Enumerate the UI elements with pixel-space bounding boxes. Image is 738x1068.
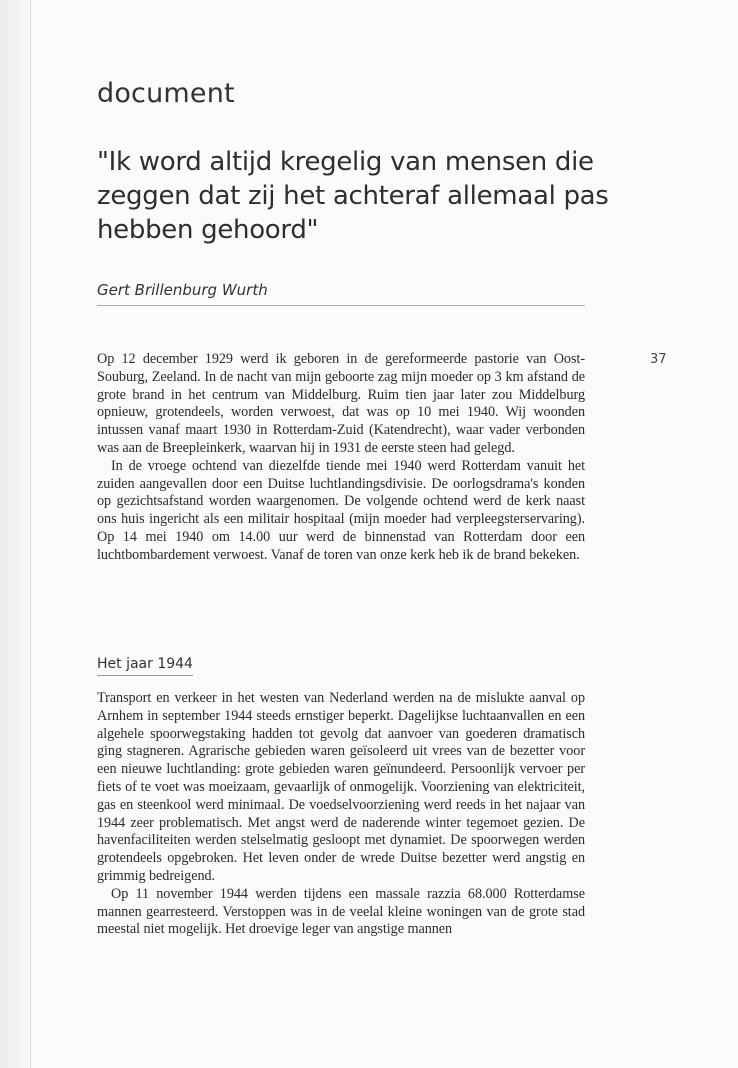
intro-section [97, 351, 585, 565]
section-1944 [97, 690, 585, 939]
section-label: document [97, 78, 235, 109]
page-edge-shadow [0, 0, 34, 1068]
page-number: 37 [650, 352, 667, 367]
paragraph: Transport en verkeer in het westen van Nederland werden na de mislukte aanval op Arnhem in september 1944 steeds ernstiger beperkt. Dagelijkse luchtaanvallen en een algehele spoorwegstaking hadden tot gevolg dat aanvoer van goederen dramatisch ging stagneren. Agrarische gebieden waren geïsoleerd uit vrees van de bezetter voor een nieuwe luchtlanding: grote gebieden waren geïnundeerd. Persoonlijk vervoer per fiets of te voet was moeizaam, gevaarlijk of onmogelijk. Voorziening van elektriciteit, gas en steenkool werd minimaal. De voedselvoorziening werd reeds in het najaar van 1944 zeer problematisch. Met angst werd de naderende winter tegemoet gezien. De havenfaciliteiten werden stelselmatig gesloopt met dynamiet. De spoorwegen werden grotendeels opgebroken. Het leven onder de wrede Duitse bezetter werd angstig en grimmig bedreigend. [97, 690, 585, 884]
article-title: "Ik word altijd kregelig van mensen die zeggen dat zij het achteraf allemaal pas hebben gehoord" [97, 147, 609, 245]
paragraph: Op 11 november 1944 werden tijdens een massale razzia 68.000 Rotterdamse mannen gearresteerd. Verstoppen was in de veelal kleine woningen van de grote stad meestal niet mogelijk. Het droevige leger van angstige mannen [97, 885, 585, 938]
author-byline: Gert Brillenburg Wurth [97, 281, 585, 306]
paragraph: In de vroege ochtend van diezelfde tiende mei 1940 werd Rotterdam vanuit het zuiden aangevallen door een Duitse luchtlandingsdivisie. De oorlogsdrama's konden op gezichtsafstand worden waargenomen. De volgende ochtend werd de kerk naast ons huis ingericht als een militair hospitaal (mijn moeder had verpleegsterservaring). Op 14 mei 1940 om 14.00 uur werd de binnenstad van Rotterdam door een luchtbombardement verwoest. Vanaf de toren van onze kerk heb ik de brand bekeken. [97, 457, 585, 563]
section-heading: Het jaar 1944 [97, 656, 193, 676]
page-gutter-line [30, 0, 31, 1068]
paragraph: Op 12 december 1929 werd ik geboren in de gereformeerde pastorie van Oost-Souburg, Zeeland. In de nacht van mijn geboorte zag mijn moeder op 3 km afstand de grote brand in het centrum van Middelburg. Ruim tien jaar later zou Middelburg opnieuw, grotendeels, worden verwoest, dat was op 10 mei 1940. Wij woonden intussen vanaf maart 1930 in Rotterdam-Zuid (Katendrecht), waar vader verbonden was aan de Breepleinkerk, waarvan hij in 1931 de eerste steen had gelegd. [97, 351, 585, 456]
